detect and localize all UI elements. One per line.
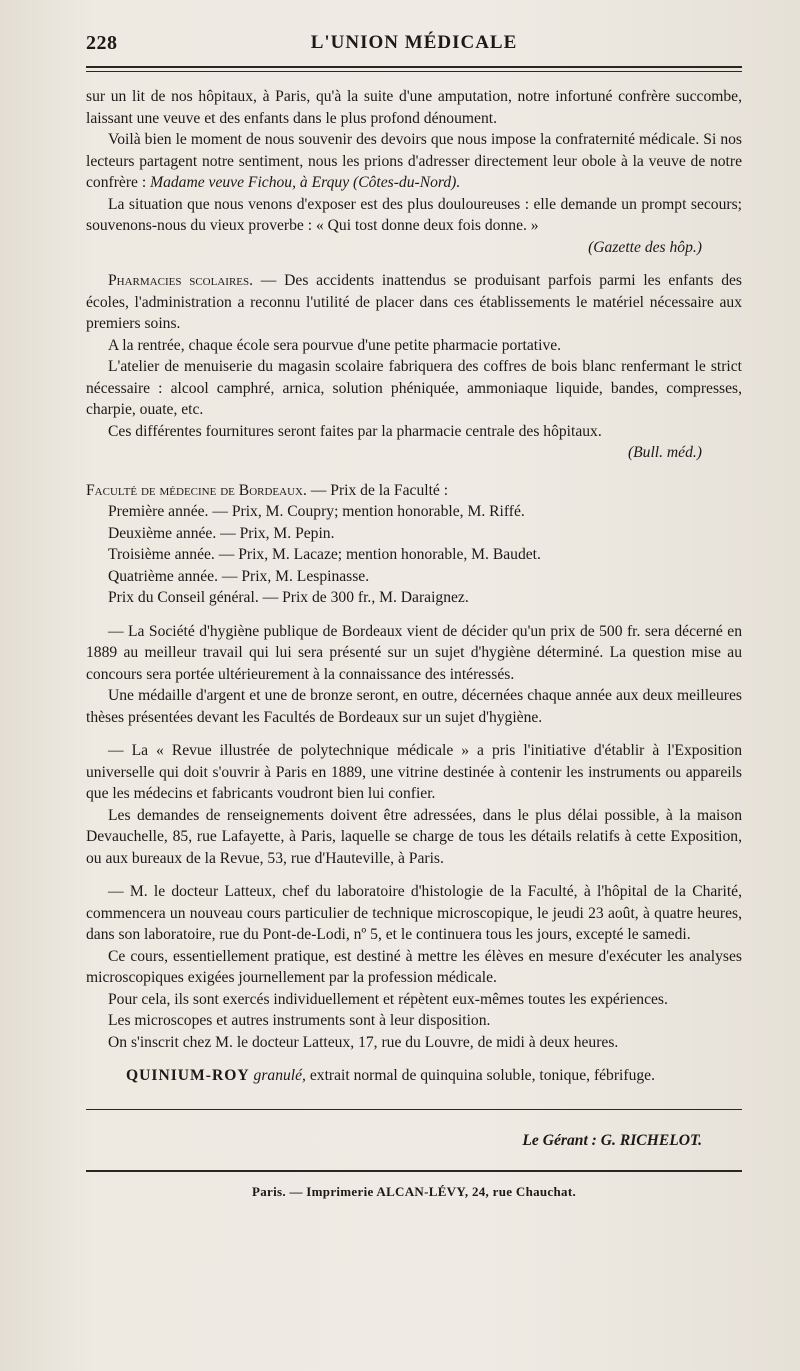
pharmacies-heading: Pharmacies scolaires. [108, 272, 254, 289]
latteux-paragraph-2: Ce cours, essentiellement pratique, est destiné à mettre les élèves en mesure d'exécuter les analyses microscopiques exigées journellement par la profession médicale. [86, 947, 742, 986]
obituary-paragraph-3: La situation que nous venons d'exposer est des plus douloureuses : elle demande un prompt secours; souvenons-nous du vieux proverbe : « Qui tost donne deux fois donne. » [86, 195, 742, 234]
bordeaux-intro: — Prix de la Faculté : [306, 481, 449, 499]
footer-rule-bottom [86, 1170, 742, 1172]
pharmacies-source: (Bull. méd.) [627, 444, 702, 461]
header-rule [86, 66, 742, 68]
gerant-signature: Le Gérant : G. RICHELOT. [522, 1131, 702, 1149]
prize-line: Deuxième année. — Prix, M. Pepin. [108, 524, 335, 542]
prize-line: Quatrième année. — Prix, M. Lespinasse. [108, 567, 370, 585]
advert-product-name: QUINIUM-ROY [126, 1067, 250, 1084]
advertisement [86, 1065, 742, 1087]
header-rule-thin [86, 71, 742, 72]
latteux-paragraph-3: Pour cela, ils sont exercés individuellement et répètent eux-mêmes toutes les expériences. [108, 990, 668, 1008]
advert-text: extrait normal de quinquina soluble, tonique, fébrifuge. [305, 1067, 655, 1084]
advert-form: granulé, [253, 1067, 306, 1084]
pharmacies-paragraph-2: A la rentrée, chaque école sera pourvue d'une petite pharmacie portative. [108, 336, 562, 354]
revue-paragraph-1: — La « Revue illustrée de polytechnique médicale » a pris l'initiative d'établir à l'Exposition universelle qui doit s'ouvrir à Paris en 1889, une vitrine destinée à contenir les instruments ou appareils que les médecins et fabricants voudront bien lui confier. [86, 742, 742, 802]
hygiene-paragraph-2: Une médaille d'argent et une de bronze seront, en outre, décernées chaque année aux deux meilleures thèses présentées devant les Facultés de Bordeaux sur un sujet d'hygiène. [86, 687, 742, 726]
widow-address: Madame veuve Fichou, à Erquy (Côtes-du-Nord). [150, 174, 461, 191]
obituary-source: (Gazette des hôp.) [588, 238, 702, 256]
page-footer [86, 1109, 742, 1200]
latteux-paragraph-1: — M. le docteur Latteux, chef du laboratoire d'histologie de la Faculté, à l'hôpital de la Charité, commencera un nouveau cours particulier de technique microscopique, le jeudi 23 août, à quatre heures, dans son laboratoire, rue du Pont-de-Lodi, nº 5, et le continuera tous les jours, excepté le samedi. [86, 883, 742, 943]
prize-line: Prix du Conseil général. — Prix de 300 fr., M. Daraignez. [108, 589, 469, 606]
bordeaux-heading-line [86, 480, 742, 502]
page-number: 228 [86, 32, 118, 54]
bordeaux-heading: Faculté de médecine de Bordeaux. [86, 481, 307, 499]
obituary-paragraph-2 [86, 129, 742, 194]
running-title: L'UNION MÉDICALE [310, 32, 518, 53]
obituary-appeal: Voilà bien le moment de nous souvenir des devoirs que nous impose la confraternité médicale. Si nos lecteurs partagent notre sentiment, nous les prions d'adresser directement leur obole à la veuve de notre confrère : [86, 131, 742, 191]
printer-imprint: Paris. — Imprimerie ALCAN-LÉVY, 24, rue Chauchat. [251, 1183, 577, 1199]
footer-rule-top [86, 1109, 742, 1110]
pharmacies-paragraph-1 [86, 270, 742, 335]
prize-line: Troisième année. — Prix, M. Lacaze; mention honorable, M. Baudet. [108, 546, 541, 563]
article-body [86, 66, 742, 1087]
latteux-paragraph-4: Les microscopes et autres instruments sont à leur disposition. [108, 1012, 491, 1029]
pharmacies-text: — Des accidents inattendus se produisant parfois parmi les enfants des écoles, l'administration a reconnu l'utilité de placer dans ces établissements le matériel nécessaire aux premiers soins. [86, 272, 742, 332]
latteux-paragraph-5: On s'inscrit chez M. le docteur Latteux, 17, rue du Louvre, de midi à deux heures. [108, 1033, 619, 1051]
prize-line: Première année. — Prix, M. Coupry; mention honorable, M. Riffé. [108, 503, 525, 520]
obituary-paragraph-1: sur un lit de nos hôpitaux, à Paris, qu'à la suite d'une amputation, notre infortuné confrère succombe, laissant une veuve et des enfants dans le plus profond dénoument. [86, 88, 742, 127]
pharmacies-paragraph-3: L'atelier de menuiserie du magasin scolaire fabriquera des coffres de bois blanc renfermant le strict nécessaire : alcool camphré, arnica, solution phéniquée, ammoniaque liquide, bandes, compresses, charpie, ouate, etc. [86, 358, 742, 418]
page-header [86, 0, 742, 66]
revue-paragraph-2: Les demandes de renseignements doivent être adressées, dans le plus délai possible, à la maison Devauchelle, 85, rue Lafayette, à Paris, laquelle se charge de tous les détails relatifs à cette Exposition, ou aux bureaux de la Revue, 53, rue d'Hauteville, à Paris. [86, 806, 742, 867]
pharmacies-paragraph-4: Ces différentes fournitures seront faites par la pharmacie centrale des hôpitaux. [108, 422, 602, 440]
hygiene-paragraph-1: — La Société d'hygiène publique de Bordeaux vient de décider qu'un prix de 500 fr. sera décerné en 1889 au meilleur travail qui lui sera présenté sur un sujet d'hygiène déterminé. La question mise au concours sera portée ultérieurement à la connaissance des intéressés. [86, 622, 742, 683]
